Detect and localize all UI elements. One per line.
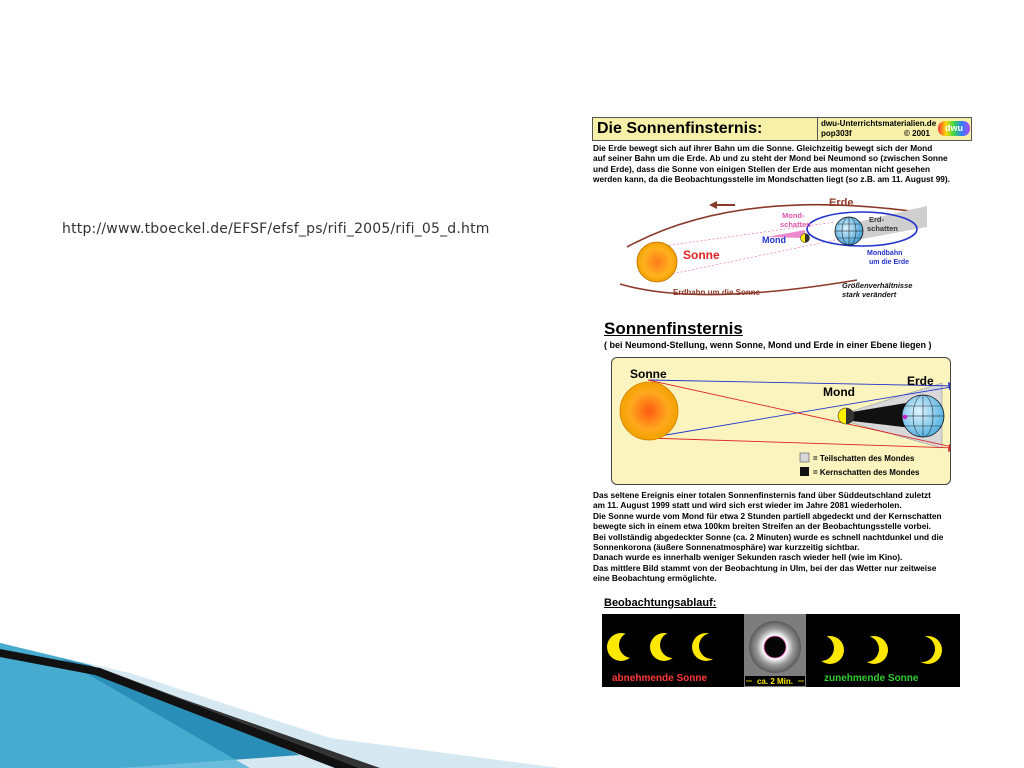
body-line: Die Sonne wurde vom Mond für etwa 2 Stunden partiell abgedeckt und der Kernschatten	[593, 510, 942, 521]
legend-core-label: = Kernschatten des Mondes	[813, 468, 920, 477]
waning-phase-2	[650, 632, 686, 661]
body-line: Sonnenkorona (äußere Sonnenatmosphäre) war kurzzeitig sichtbar.	[593, 542, 860, 553]
worksheet-title: Die Sonnenfinsternis:	[597, 120, 763, 137]
earth-orbit-label: Erdbahn um die Sonne	[673, 288, 761, 297]
intro-line: und Erde), dass die Sonne von einigen Stellen der Erde aus momentan nicht gesehen	[593, 163, 931, 174]
direction-arrowhead	[709, 201, 717, 209]
body-line: am 11. August 1999 statt und wird sich erst wieder im Jahre 2081 wiederholen.	[593, 500, 902, 511]
moon-label-2: Mond	[823, 385, 855, 399]
earth-label: Erde	[829, 197, 854, 209]
moon-shadow-label: Mond-	[782, 211, 805, 220]
copyright-text: © 2001	[904, 129, 930, 138]
waxing-phase-1	[808, 635, 844, 664]
earth-shadow-shape	[857, 206, 927, 240]
dwu-logo: dwu	[938, 121, 970, 136]
eclipse-diagram	[612, 358, 950, 484]
worksheet-header	[592, 117, 972, 141]
body-line: eine Beobachtung ermöglichte.	[593, 573, 717, 584]
worksheet-code: pop303f	[821, 129, 852, 138]
source-site-text: dwu-Unterrichtsmaterialien.de	[821, 119, 937, 128]
moon-shadow-label-2: schatten	[780, 220, 811, 229]
body-line: Bei vollständig abgedeckter Sonne (ca. 2 Minuten) wurde es schnell nachtdunkel und die	[593, 531, 944, 542]
source-url-text: http://www.tboeckel.de/EFSF/efsf_ps/rifi_2005/rifi_05_d.htm	[62, 221, 490, 237]
waning-phase-1	[607, 632, 645, 661]
worksheet-source-box	[817, 118, 972, 140]
moon-orbit-label: Mondbahn	[867, 250, 903, 257]
intro-line: werden kann, da die Beobachtungsstelle im Mondschatten liegt (so z.B. am 11. August 99).	[593, 174, 950, 185]
body-line: Danach wurde es innerhalb weniger Sekunden rasch wieder hell (wie im Kino).	[593, 552, 903, 563]
body-line: Das seltene Ereignis einer totalen Sonnenfinsternis fand über Süddeutschland zuletzt	[593, 490, 931, 500]
eclipse-section-title: Sonnenfinsternis	[604, 319, 743, 338]
eclipse-photo-strip	[602, 614, 960, 687]
eclipse-diagram-box	[611, 357, 951, 485]
observation-title: Beobachtungsablauf:	[604, 597, 717, 609]
waning-phase-3	[692, 633, 725, 661]
scale-note-2: stark verändert	[842, 290, 897, 299]
intro-line: Die Erde bewegt sich auf ihrer Bahn um die Sonne. Gleichzeitig bewegt sich der Mond	[593, 143, 933, 153]
moon-orbit-label-2: um die Erde	[869, 259, 910, 266]
sun-circle	[637, 242, 677, 282]
earth-shadow-label-2: schatten	[867, 224, 898, 233]
sun-label: Sonne	[683, 248, 720, 262]
legend-core-swatch	[800, 467, 809, 476]
waning-label: abnehmende Sonne	[612, 673, 708, 684]
waxing-label: zunehmende Sonne	[824, 673, 919, 684]
earth-shadow-label: Erd-	[869, 215, 884, 224]
sun-label-2: Sonne	[630, 367, 667, 381]
eclipse-description	[593, 490, 973, 584]
duration-label: ca. 2 Min.	[756, 677, 794, 686]
sun-disc	[620, 382, 678, 440]
body-line: Das mittlere Bild stammt von der Beobachtung in Ulm, bei der das Wetter nur zeitweise	[593, 562, 937, 573]
waxing-phase-3	[909, 636, 942, 664]
scale-note: Größenverhältnisse	[842, 281, 913, 290]
eclipse-section-subtitle: ( bei Neumond-Stellung, wenn Sonne, Mond und Erde in einer Ebene liegen )	[604, 340, 932, 350]
eclipse-worksheet	[592, 117, 972, 687]
moon-label: Mond	[762, 235, 786, 245]
eclipse-phases	[602, 614, 960, 687]
body-line: bewegte sich in einem etwa 100km breiten Streifen an der Beobachtungsstelle vorbei.	[593, 521, 931, 532]
earth-label-2: Erde	[907, 374, 934, 388]
waxing-phase-2	[853, 636, 888, 664]
intro-line: auf seiner Bahn um die Erde. Ab und zu steht der Mond bei Neumond so (zwischen Sonne	[593, 153, 948, 164]
legend-partial-label: = Teilschatten des Mondes	[813, 454, 915, 463]
legend-partial-swatch	[800, 453, 809, 462]
intro-paragraph	[593, 143, 973, 185]
orbit-diagram	[617, 192, 957, 304]
